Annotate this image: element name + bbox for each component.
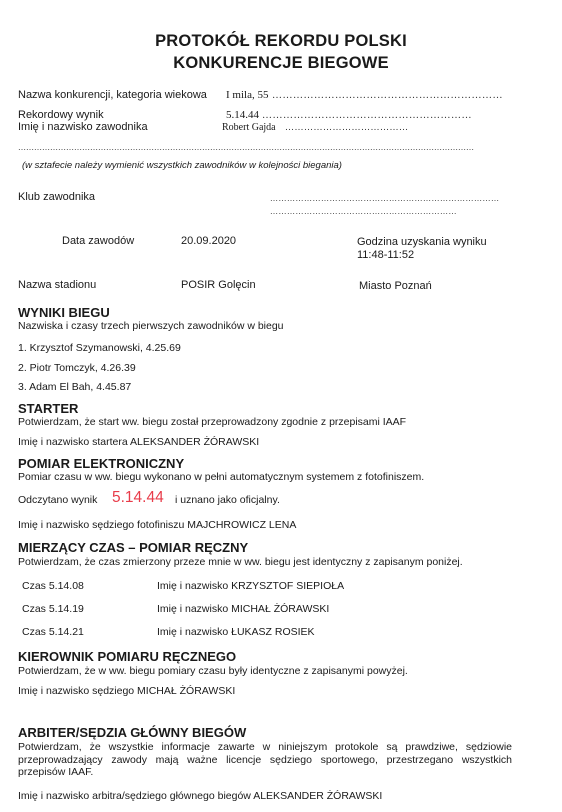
manual-heading: MIERZĄCY CZAS – POMIAR RĘCZNY [18,540,249,555]
club-dots-2: ………………………………………………………… [270,207,457,216]
manual-timer-3: Imię i nazwisko ŁUKASZ ROSIEK [157,626,315,638]
starter-heading: STARTER [18,401,79,416]
starter-statement: Potwierdzam, że start ww. biegu został przeprowadzony zgodnie z przepisami IAAF [18,416,407,428]
stadium-label: Nazwa stadionu [18,279,97,291]
time-value: 11:48-11:52 [357,249,415,261]
results-heading: WYNIKI BIEGU [18,305,110,320]
time-label: Godzina uzyskania wyniku [357,236,487,248]
competition-label: Nazwa konkurencji, kategoria wiekowa [18,89,207,101]
manual-time-3: Czas 5.14.21 [22,626,84,638]
relay-note: (w sztafecie należy wymienić wszystkich zawodników w kolejności biegania) [22,160,342,171]
result-item-3: 3. Adam El Bah, 4.45.87 [18,381,132,393]
athlete-label: Imię i nazwisko zawodnika [18,121,148,133]
record-label: Rekordowy wynik [18,109,104,121]
manual-time-2: Czas 5.14.19 [22,603,84,615]
competition-value: I mila, 55 [226,89,269,101]
relay-dots: ……………………………………………………………………………………………………………………………………………………… [18,143,474,152]
date-label: Data zawodów [62,235,135,247]
result-item-1: 1. Krzysztof Szymanowski, 4.25.69 [18,342,181,354]
official-result-prefix: Odczytano wynik [18,494,98,506]
manual-statement: Potwierdzam, że czas zmierzony przeze mnie w ww. biegu jest identyczny z zapisanym poniżej. [18,556,463,568]
athlete-dots: ………………………………… [285,122,409,132]
club-dots-1: ……………………………………………………………………… [270,194,500,203]
starter-name: Imię i nazwisko startera ALEKSANDER ŻÓRAWSKI [18,436,260,448]
electronic-statement: Pomiar czasu w ww. biegu wykonano w pełni automatycznym systemem z fotofiniszem. [18,471,425,483]
manual-timer-1: Imię i nazwisko KRZYSZTOF SIEPIOŁA [157,580,345,592]
city-label: Miasto Poznań [359,280,432,292]
athlete-value: Robert Gajda [222,122,276,133]
document-subtitle: KONKURENCJE BIEGOWE [173,54,389,72]
manager-statement: Potwierdzam, że w ww. biegu pomiary czasu były identyczne z zapisanymi powyżej. [18,665,408,677]
record-dots: …………………………………………………… [262,110,472,121]
results-subheading: Nazwiska i czasy trzech pierwszych zawodników w biegu [18,320,284,332]
manager-heading: KIEROWNIK POMIARU RĘCZNEGO [18,649,237,664]
official-result-value: 5.14.44 [112,489,164,506]
club-label: Klub zawodnika [18,191,96,203]
electronic-heading: POMIAR ELEKTRONICZNY [18,456,185,471]
arbiter-statement: Potwierdzam, że wszystkie informacje zawarte w niniejszym protokole są prawdziwe, sędziowie przeprowadzający zawody mają ważne licencje sędziego sportowego, przestrzegano wszystkich przepisów IAAF. [18,741,512,778]
arbiter-heading: ARBITER/SĘDZIA GŁÓWNY BIEGÓW [18,725,247,740]
manual-time-1: Czas 5.14.08 [22,580,84,592]
competition-dots: ………………………………………………………… [272,90,503,101]
document-title: PROTOKÓŁ REKORDU POLSKI [155,32,407,50]
result-item-2: 2. Piotr Tomczyk, 4.26.39 [18,362,136,374]
photofinish-judge: Imię i nazwisko sędziego fotofiniszu MAJCHROWICZ LENA [18,519,297,531]
record-value: 5.14.44 [226,109,259,121]
official-result-suffix: i uznano jako oficjalny. [175,494,280,506]
stadium-value: POSIR Golęcin [181,279,256,291]
date-value: 20.09.2020 [181,235,237,247]
manager-name: Imię i nazwisko sędziego MICHAŁ ŻÓRAWSKI [18,685,236,697]
arbiter-name: Imię i nazwisko arbitra/sędziego głównego biegów ALEKSANDER ŻÓRAWSKI [18,790,383,802]
manual-timer-2: Imię i nazwisko MICHAŁ ŻÓRAWSKI [157,603,330,615]
